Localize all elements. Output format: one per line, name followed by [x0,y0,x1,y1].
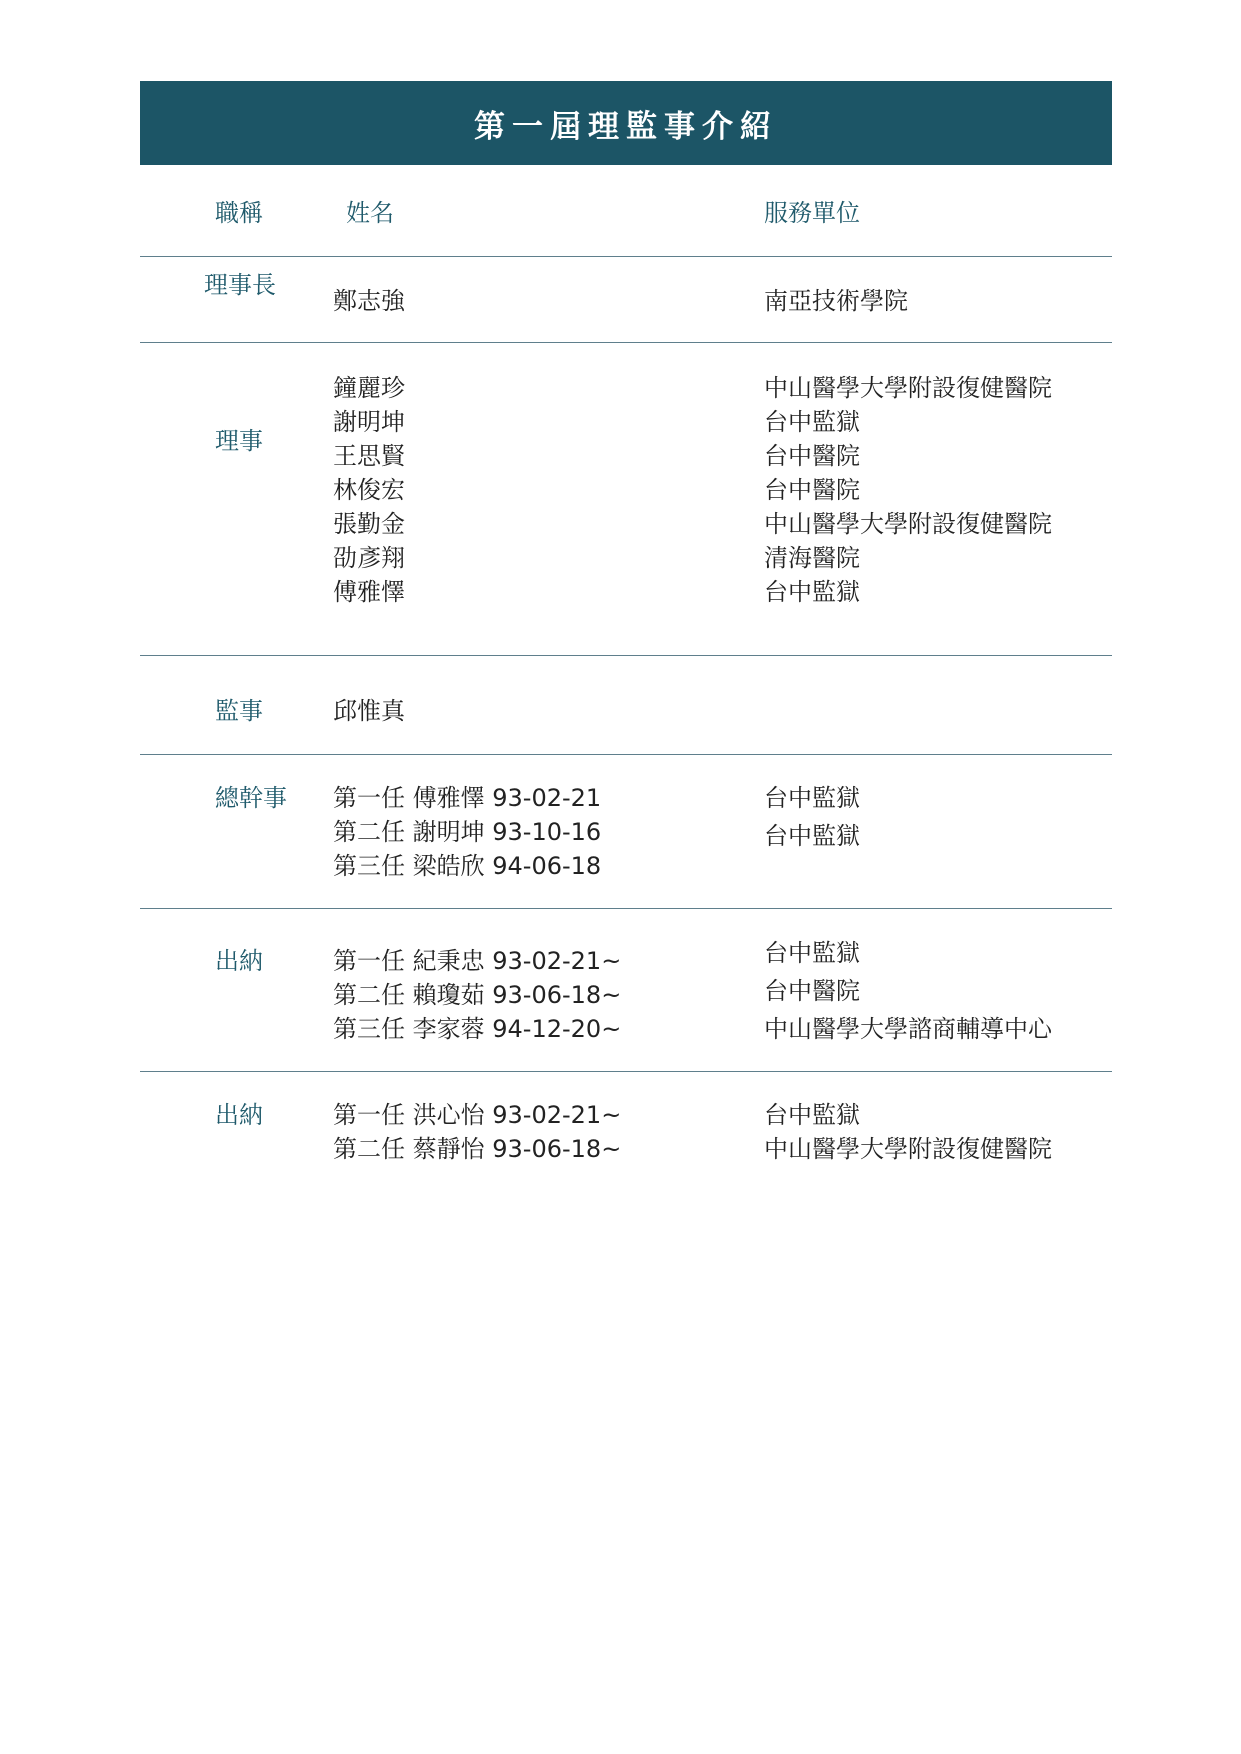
divider [140,655,1112,656]
divider [140,256,1112,257]
unit-line: 台中醫院 [764,977,860,1005]
unit-line: 中山醫學大學附設復健醫院 [764,374,1052,402]
divider [140,342,1112,343]
header-position: 職稱 [215,199,263,227]
divider [140,908,1112,909]
unit-line: 台中監獄 [764,408,860,436]
name-line: 第一任 洪心怡 93-02-21~ [333,1101,622,1129]
section-names-chairman [333,284,405,318]
header-name: 姓名 [346,199,394,227]
divider [140,1071,1112,1072]
unit-line: 中山醫學大學附設復健醫院 [764,1135,1052,1163]
section-label-treasurer: 出納 [215,947,263,975]
unit-line: 南亞技術學院 [764,287,908,315]
unit-line: 台中醫院 [764,476,860,504]
name-line: 第二任 賴瓊茹 93-06-18~ [333,981,622,1009]
section-units-secretary-general [764,781,860,853]
section-units-treasurer [764,936,1052,1046]
name-line: 第二任 蔡靜怡 93-06-18~ [333,1135,622,1163]
name-line: 王思賢 [333,442,405,470]
name-line: 謝明坤 [333,408,405,436]
name-line: 邱惟真 [333,697,405,725]
unit-line: 台中監獄 [764,822,860,850]
name-line: 第一任 傅雅懌 93-02-21 [333,784,602,812]
section-names-cashier [333,1098,621,1166]
section-label-supervisor: 監事 [215,697,263,725]
unit-line: 台中監獄 [764,578,860,606]
page-title: 第一屆理監事介紹 [140,81,1112,165]
unit-line: 中山醫學大學附設復健醫院 [764,510,1052,538]
unit-line: 中山醫學大學諮商輔導中心 [764,1015,1052,1043]
divider [140,754,1112,755]
unit-line: 清海醫院 [764,544,860,572]
name-line: 鄭志強 [333,287,405,315]
section-label-chairman: 理事長 [204,271,276,299]
header-unit: 服務單位 [764,199,860,227]
name-line: 第一任 紀秉忠 93-02-21~ [333,947,622,975]
name-line: 張勤金 [333,510,405,538]
section-names-treasurer [333,944,621,1046]
name-line: 鐘麗珍 [333,374,405,402]
name-line: 第三任 梁皓欣 94-06-18 [333,852,602,880]
section-names-supervisor [333,694,405,728]
unit-line: 台中醫院 [764,442,860,470]
section-units-chairman [764,284,908,318]
name-line: 劭彥翔 [333,544,405,572]
name-line: 傅雅懌 [333,578,405,606]
section-label-cashier: 出納 [215,1101,263,1129]
section-label-directors: 理事 [215,427,263,455]
section-names-secretary-general [333,781,601,883]
section-names-directors [333,371,405,609]
section-units-cashier [764,1098,1052,1166]
name-line: 第二任 謝明坤 93-10-16 [333,818,602,846]
section-units-directors [764,371,1052,609]
name-line: 林俊宏 [333,476,405,504]
unit-line: 台中監獄 [764,784,860,812]
section-label-secretary-general: 總幹事 [215,784,287,812]
unit-line: 台中監獄 [764,939,860,967]
name-line: 第三任 李家蓉 94-12-20~ [333,1015,622,1043]
unit-line: 台中監獄 [764,1101,860,1129]
